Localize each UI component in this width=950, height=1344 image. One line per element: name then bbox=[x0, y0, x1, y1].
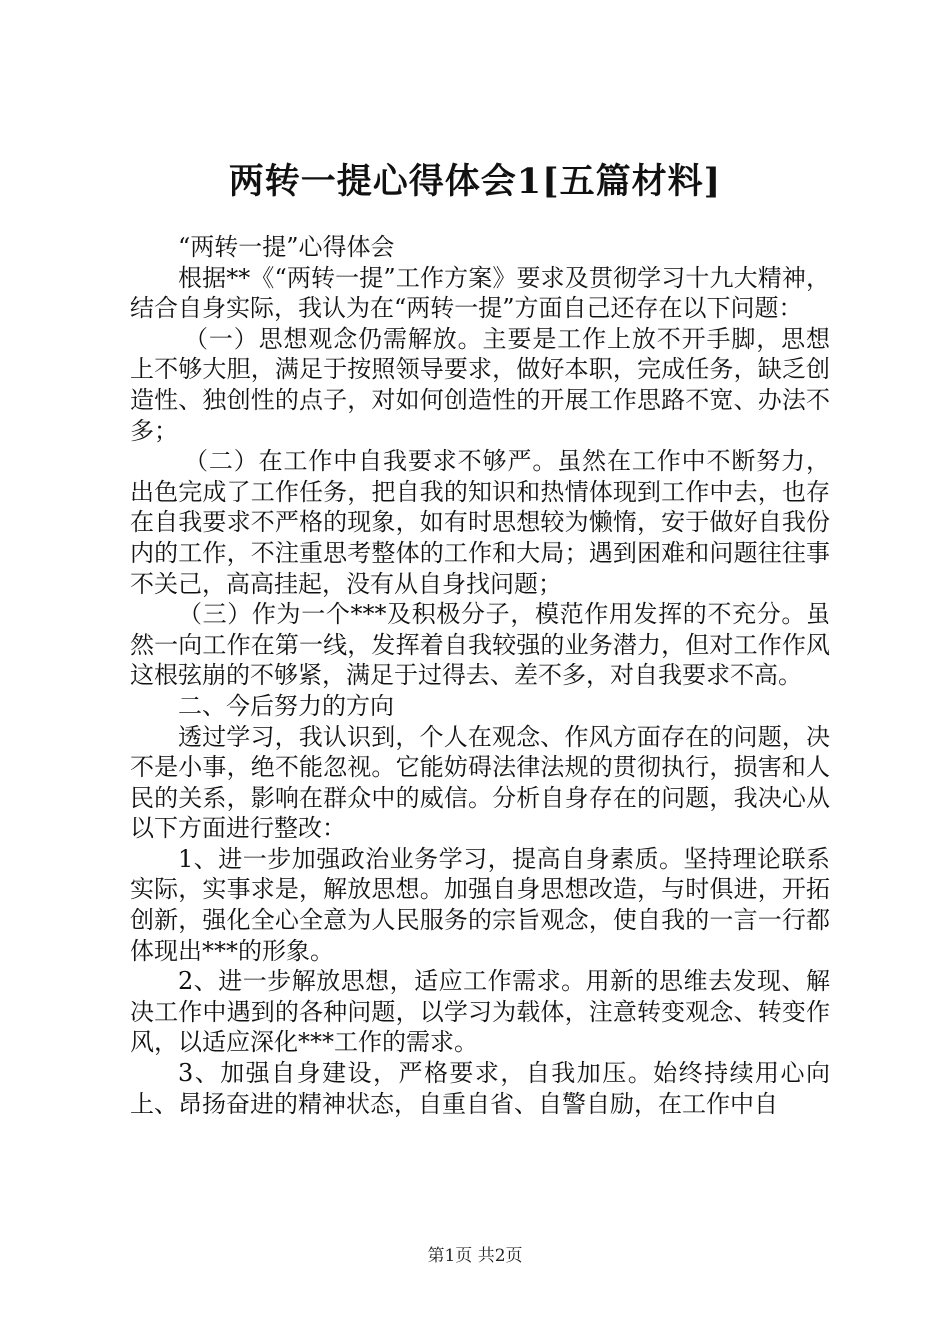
body-paragraph: 透过学习，我认识到，个人在观念、作风方面存在的问题，决不是小事，绝不能忽视。它能妨碍法律法规的贯彻执行，损害和人民的关系，影响在群众中的威信。分析自身存在的问题，我决心从以下方面进行整改： bbox=[130, 722, 830, 843]
document-title: 两转一提心得体会1[五篇材料] bbox=[228, 161, 722, 202]
body-paragraph: 2、进一步解放思想，适应工作需求。用新的思维去发现、解决工作中遇到的各种问题，以学习为载体，注意转变观念、转变作风，以适应深化***工作的需求。 bbox=[130, 967, 830, 1057]
section-heading: 二、今后努力的方向 bbox=[178, 691, 394, 720]
body-paragraph: （三）作为一个***及积极分子，模范作用发挥的不充分。虽然一向工作在第一线，发挥着自我较强的业务潜力，但对工作作风这根弦崩的不够紧，满足于过得去、差不多，对自我要求不高。 bbox=[130, 600, 830, 690]
body-paragraph: （二）在工作中自我要求不够严。虽然在工作中不断努力，出色完成了工作任务，把自我的知识和热情体现到工作中去，也存在自我要求不严格的现象，如有时思想较为懒惰，安于做好自我份内的工作，不注重思考整体的工作和大局；遇到困难和问题往往事不关己，高高挂起，没有从自身找问题； bbox=[130, 447, 830, 598]
page-footer: 第1页 共2页 bbox=[427, 1246, 523, 1266]
body-paragraph: （一）思想观念仍需解放。主要是工作上放不开手脚，思想上不够大胆，满足于按照领导要求，做好本职，完成任务，缺乏创造性、独创性的点子，对如何创造性的开展工作思路不宽、办法不多； bbox=[130, 324, 830, 445]
body-paragraph: 1、进一步加强政治业务学习，提高自身素质。坚持理论联系实际，实事求是，解放思想。加强自身思想改造，与时俱进，开拓创新，强化全心全意为人民服务的宗旨观念，使自我的一言一行都体现出***的形象。 bbox=[130, 844, 830, 965]
body-paragraph: 根据**《“两转一提”工作方案》要求及贯彻学习十九大精神，结合自身实际，我认为在“两转一提”方面自己还存在以下问题： bbox=[130, 263, 830, 323]
body-paragraph: 3、加强自身建设，严格要求，自我加压。始终持续用心向上、昂扬奋进的精神状态，自重自省、自警自励，在工作中自 bbox=[130, 1059, 830, 1118]
document-body bbox=[130, 232, 830, 1119]
section-heading: “两转一提”心得体会 bbox=[178, 233, 395, 261]
